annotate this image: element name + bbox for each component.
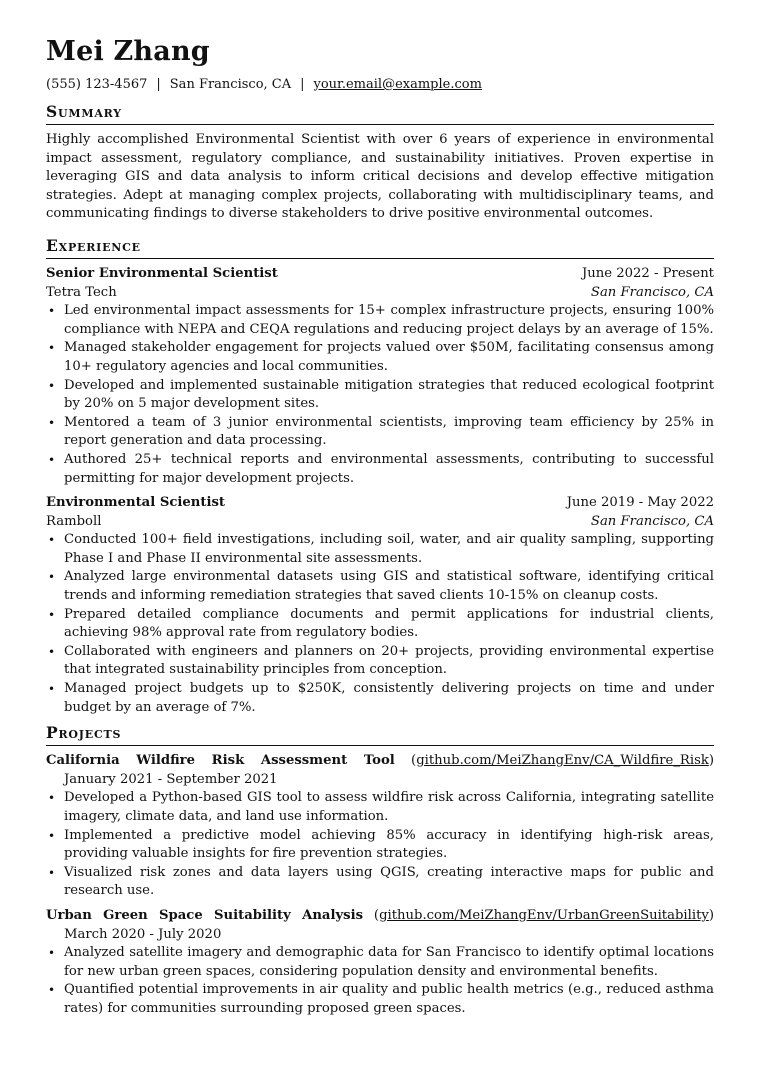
bullet-item: • Managed project budgets up to $250K, consistently delivering projects on time and under budget by an average of 7%. xyxy=(46,680,714,717)
project-link[interactable]: github.com/MeiZhangEnv/CA_Wildfire_Risk xyxy=(416,753,709,769)
job-title: Senior Environmental Scientist xyxy=(46,265,278,281)
bullet-item: • Quantified potential improvements in air quality and public health metrics (e.g., reduced asthma rates) for communities surrounding proposed green spaces. xyxy=(46,981,714,1018)
project-entry: California Wildfire Risk Assessment Tool (github.com/MeiZhangEnv/CA_Wildfire_Risk) January 2021 - September 2021 • Developed a Python-based GIS tool to assess wildfire risk across California, integrating satellite imagery, climate data, and land use information. • Implemented a predictive model achieving 85% accuracy in identifying high-risk areas, providing valuable insights for fire prevention strategies. • Visualized risk zones and data layers using QGIS, creating interactive maps for public and research use. xyxy=(46,752,714,901)
project-entry: Urban Green Space Suitability Analysis (github.com/MeiZhangEnv/UrbanGreenSuitability) March 2020 - July 2020 • Analyzed satellite imagery and demographic data for San Francisco to identify optimal locations for new urban green spaces, considering population density and environmental benefits. • Quantified potential improvements in air quality and public health metrics (e.g., reduced asthma rates) for communities surrounding proposed green spaces. xyxy=(46,907,714,1019)
project-dates: March 2020 - July 2020 xyxy=(64,926,222,942)
project-link[interactable]: github.com/MeiZhangEnv/UrbanGreenSuitability xyxy=(379,907,709,923)
project-dates: January 2021 - September 2021 xyxy=(64,771,278,787)
experience-entry xyxy=(46,494,714,717)
section-title-projects: Projects xyxy=(46,723,714,746)
bullet-item: • Analyzed large environmental datasets using GIS and statistical software, identifying critical trends and informing remediation strategies that saved clients 10-15% on cleanup costs. xyxy=(46,568,714,605)
bullet-list xyxy=(46,789,714,901)
bullet-item: • Authored 25+ technical reports and environmental assessments, contributing to successful permitting for major development projects. xyxy=(46,451,714,488)
bullet-item: • Visualized risk zones and data layers using QGIS, creating interactive maps for public and research use. xyxy=(46,864,714,901)
project-title: California Wildfire Risk Assessment Tool xyxy=(46,753,395,769)
job-dates: June 2022 - Present xyxy=(581,265,714,281)
section-title-experience: Experience xyxy=(46,236,714,259)
resume-page xyxy=(46,36,714,1025)
job-dates: June 2019 - May 2022 xyxy=(566,495,714,511)
bullet-item: • Developed and implemented sustainable mitigation strategies that reduced ecological footprint by 20% on 5 major development sites. xyxy=(46,377,714,414)
bullet-list xyxy=(46,302,714,488)
candidate-name: Mei Zhang xyxy=(46,36,210,67)
bullet-item: • Led environmental impact assessments for 15+ complex infrastructure projects, ensuring 100% compliance with NEPA and CEQA regulations and reducing project delays by an average of 15%. xyxy=(46,302,714,339)
bullet-list xyxy=(46,531,714,717)
section-title-summary: Summary xyxy=(46,102,714,125)
project-title: Urban Green Space Suitability Analysis xyxy=(46,907,363,923)
separator: | xyxy=(300,77,305,92)
summary-text: Highly accomplished Environmental Scientist with over 6 years of experience in environmental impact assessment, regulatory compliance, and sustainability initiatives. Proven expertise in leveraging GIS and data analysis to inform critical decisions and develop effective mitigation strategies. Adept at managing complex projects, collaborating with multidisciplinary teams, and communicating findings to diverse stakeholders to drive positive environmental outcomes. xyxy=(46,132,714,222)
bullet-list xyxy=(46,944,714,1018)
bullet-item: • Developed a Python-based GIS tool to assess wildfire risk across California, integrating satellite imagery, climate data, and land use information. xyxy=(46,789,714,826)
bullet-item: • Prepared detailed compliance documents and permit applications for industrial clients, achieving 98% approval rate from regulatory bodies. xyxy=(46,606,714,643)
location: San Francisco, CA xyxy=(169,77,292,92)
company-name: Tetra Tech xyxy=(46,284,117,300)
job-location: San Francisco, CA xyxy=(590,284,714,300)
bullet-item: • Conducted 100+ field investigations, including soil, water, and air quality sampling, supporting Phase I and Phase II environmental site assessments. xyxy=(46,531,714,568)
contact-line xyxy=(46,76,714,94)
job-title: Environmental Scientist xyxy=(46,495,225,511)
job-location: San Francisco, CA xyxy=(590,513,714,529)
experience-entry xyxy=(46,265,714,488)
separator: | xyxy=(156,77,161,92)
phone-number: (555) 123-4567 xyxy=(46,77,148,92)
email-link[interactable]: your.email@example.com xyxy=(313,77,482,92)
bullet-item: • Mentored a team of 3 junior environmental scientists, improving team efficiency by 25% in report generation and data processing. xyxy=(46,414,714,451)
bullet-item: • Analyzed satellite imagery and demographic data for San Francisco to identify optimal locations for new urban green spaces, considering population density and environmental benefits. xyxy=(46,944,714,981)
company-name: Ramboll xyxy=(46,513,102,529)
bullet-item: • Implemented a predictive model achieving 85% accuracy in identifying high-risk areas, providing valuable insights for fire prevention strategies. xyxy=(46,827,714,864)
bullet-item: • Collaborated with engineers and planners on 20+ projects, providing environmental expertise that integrated sustainability principles from conception. xyxy=(46,643,714,680)
bullet-item: • Managed stakeholder engagement for projects valued over $50M, facilitating consensus among 10+ regulatory agencies and local communities. xyxy=(46,339,714,376)
